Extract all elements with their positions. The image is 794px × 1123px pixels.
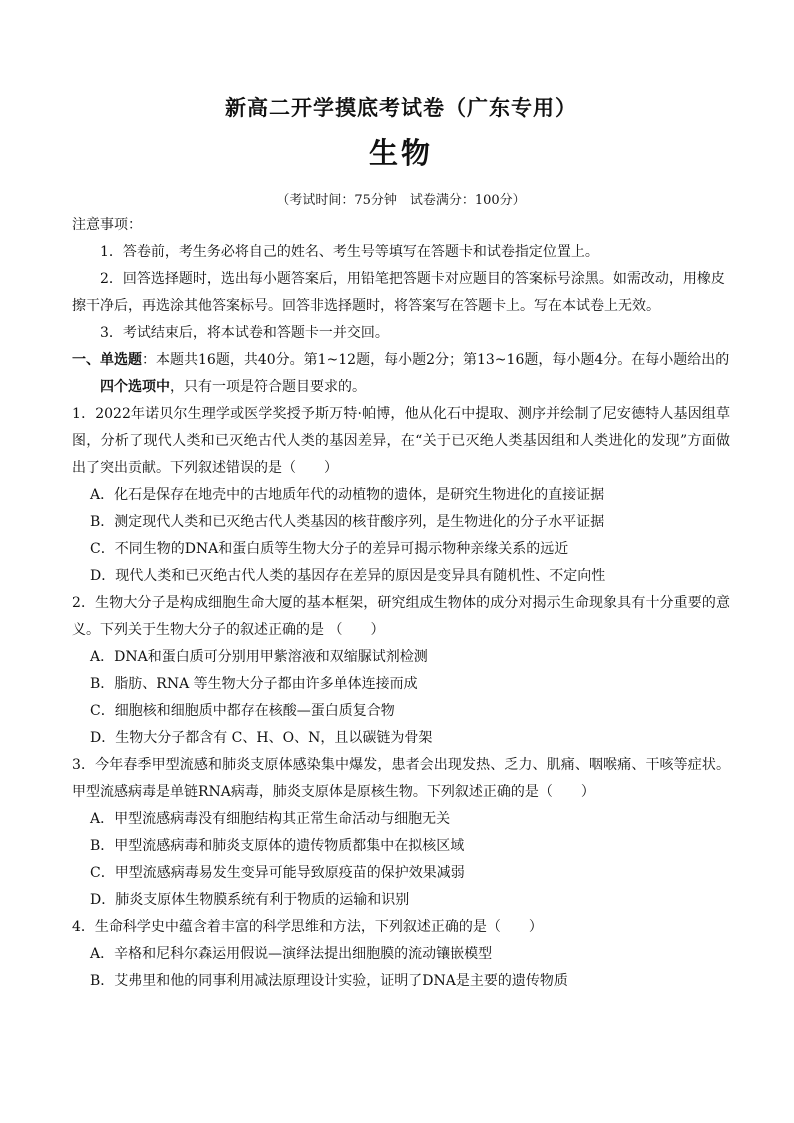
option-c: C．甲型流感病毒易发生变异可能导致原疫苗的保护效果减弱 bbox=[90, 865, 465, 881]
section-description: ：本题共16题，共40分。第1~12题，每小题2分；第13~16题，每小题4分。在每小题给出的 bbox=[142, 352, 730, 368]
section-label: 一、单选题 bbox=[72, 352, 142, 368]
exam-title: 新高二开学摸底考试卷（广东专用） bbox=[225, 95, 577, 120]
option-a: A．DNA和蛋白质可分别用甲紫溶液和双缩脲试剂检测 bbox=[90, 649, 428, 665]
option-list bbox=[72, 941, 730, 995]
question-stem: 3．今年春季甲型流感和肺炎支原体感染集中爆发，患者会出现发热、乏力、肌痛、咽喉痛、干咳等症状。甲型流感病毒是单链RNA病毒，肺炎支原体是原核生物。下列叙述正确的是（ ） bbox=[72, 757, 730, 800]
question-stem: 1．2022年诺贝尔生理学或医学奖授予斯万特·帕博，他从化石中提取、测序并绘制了尼安德特人基因组草图，分析了现代人类和已灭绝古代人类的基因差异，在“关于已灭绝人类基因组和人类进化的发现”方面做出了突出贡献。下列叙述错误的是（ ） bbox=[72, 406, 730, 476]
option-list bbox=[72, 644, 730, 752]
option-c: C．细胞核和细胞质中都存在核酸—蛋白质复合物 bbox=[90, 703, 395, 719]
section-description-emphasis: 四个选项中 bbox=[100, 379, 170, 395]
exam-info: （考试时间：75分钟 试卷满分：100分） bbox=[276, 193, 526, 208]
question-4 bbox=[72, 914, 730, 995]
subject-title: 生物 bbox=[368, 136, 433, 170]
notice-item: 1．答卷前，考生务必将自己的姓名、考生号等填写在答题卡和试卷指定位置上。 bbox=[100, 244, 599, 260]
option-b: B．测定现代人类和已灭绝古代人类基因的核苷酸序列，是生物进化的分子水平证据 bbox=[90, 514, 605, 530]
option-a: A．辛格和尼科尔森运用假说—演绎法提出细胞膜的流动镶嵌模型 bbox=[90, 946, 493, 962]
option-d: D．现代人类和已灭绝古代人类的基因存在差异的原因是变异具有随机性、不定向性 bbox=[90, 568, 606, 584]
question-stem: 2．生物大分子是构成细胞生命大厦的基本框架，研究组成生物体的成分对揭示生命现象具有十分重要的意义。下列关于生物大分子的叙述正确的是 （ ） bbox=[72, 595, 730, 638]
notice-item: 3．考试结束后，将本试卷和答题卡一并交回。 bbox=[100, 325, 389, 341]
option-b: B．艾弗里和他的同事利用减法原理设计实验，证明了DNA是主要的遗传物质 bbox=[90, 973, 568, 989]
section-description-end: ，只有一项是符合题目要求的。 bbox=[170, 379, 366, 395]
option-list bbox=[72, 806, 730, 914]
option-a: A．甲型流感病毒没有细胞结构其正常生命活动与细胞无关 bbox=[90, 811, 451, 827]
question-stem: 4．生命科学史中蕴含着丰富的科学思维和方法，下列叙述正确的是（ ） bbox=[72, 919, 543, 935]
question-1 bbox=[72, 401, 730, 590]
option-a: A．化石是保存在地壳中的古地质年代的动植物的遗体，是研究生物进化的直接证据 bbox=[90, 487, 605, 503]
option-b: B．脂肪、RNA 等生物大分子都由许多单体连接而成 bbox=[90, 676, 418, 692]
section-heading bbox=[72, 347, 730, 401]
option-list bbox=[72, 482, 730, 590]
option-b: B．甲型流感病毒和肺炎支原体的遗传物质都集中在拟核区域 bbox=[90, 838, 465, 854]
notice-item: 2．回答选择题时，选出每小题答案后，用铅笔把答题卡对应题目的答案标号涂黑。如需改动，用橡皮擦干净后，再选涂其他答案标号。回答非选择题时，将答案写在答题卡上。写在本试卷上无效。 bbox=[72, 271, 725, 314]
question-2 bbox=[72, 590, 730, 752]
option-c: C．不同生物的DNA和蛋白质等生物大分子的差异可揭示物种亲缘关系的远近 bbox=[90, 541, 569, 557]
question-3 bbox=[72, 752, 730, 914]
option-d: D．肺炎支原体生物膜系统有利于物质的运输和识别 bbox=[90, 892, 410, 908]
notice-heading: 注意事项： bbox=[72, 217, 142, 233]
option-d: D．生物大分子都含有 C、H、O、N，且以碳链为骨架 bbox=[90, 730, 433, 746]
notice-block bbox=[72, 212, 730, 347]
